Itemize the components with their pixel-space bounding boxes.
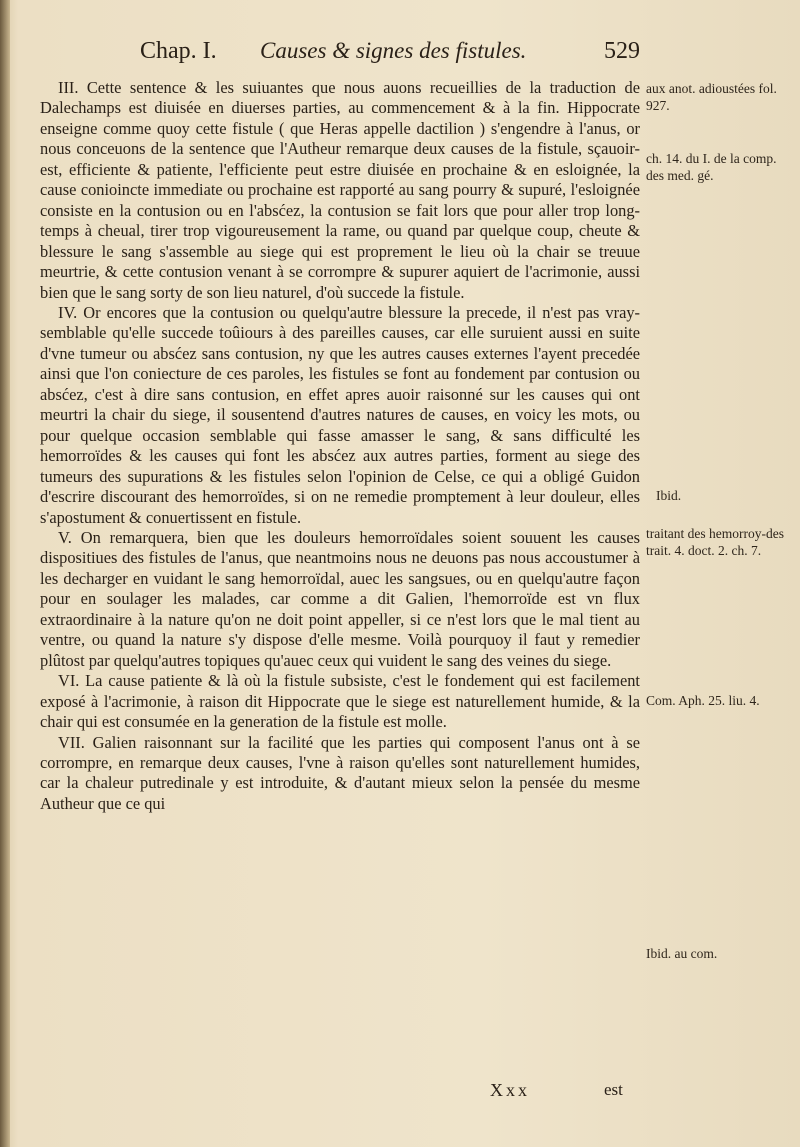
signature-mark: Xxx	[490, 1080, 530, 1100]
margin-note-com-aph: Com. Aph. 25. liu. 4.	[646, 693, 760, 708]
margin-note-ibid-1: Ibid.	[656, 488, 682, 503]
page-number: 529	[604, 38, 640, 64]
paragraph-3: III. Cette sentence & les suiuantes que nous auons recueillies de la traduction de Dalechamps est diuisée en diuerses parties, au commencement & à la fin. Hippocrate enseigne comme quoy cette fistule ( que Heras appelle dactilion ) s'engendre à l'anus, or nous conceuons de la sentence que l'Autheur remarque deux causes de la fistule, sçauoir-est, efficiente & patiente, l'efficiente peut estre diuisée en prochaine & en esloignée, la cause conioincte immediate ou prochaine est rapporté au sang pourry & supuré, l'esloignée consiste en la contusion ou en l'absćez, la contusion se fait lors que pour aller trop long-temps à cheual, tirer trop vigoureusement la rame, ou quand par quelque coup, cheute & blessure le sang s'assemble au siege qui est proprement le lieu où la chair se treuue meurtrie, & cette contusion venant à se corrompre & supurer aquiert de l'acrimonie, aussi bien que le sang sorty de son lieu naturel, d'où succede la fistule.	[40, 78, 640, 302]
running-title: Causes & signes des fistules.	[260, 38, 527, 63]
margin-note-anotations: aux anot. adioustées fol. 927.	[646, 81, 777, 113]
main-text	[40, 78, 640, 814]
margin-note-ibid-com: Ibid. au com.	[646, 946, 718, 961]
paragraph-6: VI. La cause patiente & là où la fistule subsiste, c'est le fondement qui est facilement exposé à l'acrimonie, à raison dit Hippocrate que le siege est naturellement humide, & la chair qui est consumée en la generation de la fistule est molle.	[40, 671, 640, 732]
paragraph-4: IV. Or encores que la contusion ou quelqu'autre blessure la precede, il n'est pas vray-semblable qu'elle succede toûiours à des pareilles causes, car elle suruient aussi en suite d'vne tumeur ou absćez sans contusion, ny que les autres causes externes l'ayent precedée ainsi que l'on coniecture de ces paroles, les fistules se font au fondement par contusion ou absćez, c'est à dire sans contusion, en effet apres auoir raisonné sur les causes qui ont meurtri la chair du siege, il sousentend d'autres natures de causes, en voicy les mots, ou pour quelque occasion semblable qui fasse amasser le sang, & sans difficulté les hemorroïdes & les causes qui font les absćez aux autres parties, forment au siege des tumeurs des supurations & les fistules selon l'opinion de Celse, ce qui a obligé Guidon d'escrire discourant des hemorroïdes, si on ne remedie promptement à leur douleur, elles s'apostument & conuertissent en fistule.	[40, 302, 640, 527]
margin-note-hemorroydes: traitant des hemorroy-des trait. 4. doct. 2. ch. 7.	[646, 526, 784, 558]
paragraph-5: V. On remarquera, bien que les douleurs hemorroïdales soient souuent les causes dispositiues des fistules de l'anus, que neantmoins nous ne deuons pas nous accoustumer à les decharger en vuidant le sang hemorroïdal, auec les sangsues, ou en quelqu'autre façon pour en soulager les malades, car comme a dit Galien, l'hemorroïde est vn flux extraordinaire à la nature qu'on ne doit point appeller, si ce n'est lors que le mal tient au ventre, ou quand la nature s'y dispose d'elle mesme. Voilà pourquoy il faut y remedier plûtost par quelqu'autres topiques qu'auec ceux qui vuident le sang des veines du siege.	[40, 527, 640, 670]
running-header	[40, 38, 640, 78]
paragraph-7: VII. Galien raisonnant sur la facilité que les parties qui composent l'anus ont à se corrompre, en remarque deux causes, l'vne à raison qu'elles sont naturellement humides, car la chaleur putredinale y est introduite, & d'autant mieux selon la pensée du mesme Autheur que ce qui	[40, 732, 640, 813]
margin-note-comp-med: ch. 14. du I. de la comp. des med. gé.	[646, 151, 777, 183]
catchword: est	[604, 1080, 623, 1099]
chapter-label: Chap. I.	[140, 38, 217, 64]
